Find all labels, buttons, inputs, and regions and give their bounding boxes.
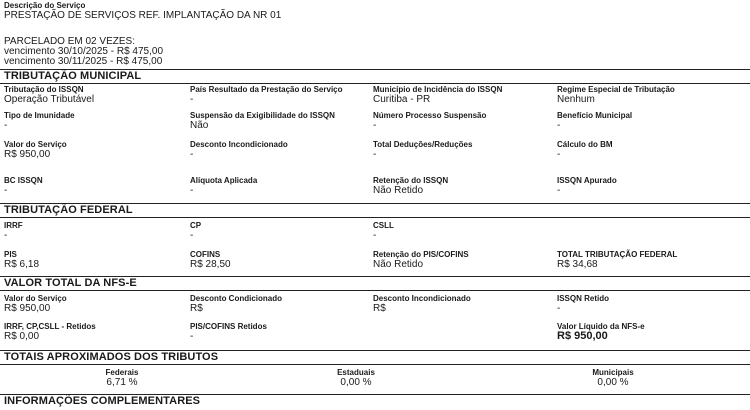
field-label: Federais	[105, 368, 139, 377]
field-value: -	[373, 120, 377, 131]
section-valor-total	[0, 276, 750, 291]
section-title: TRIBUTAÇÃO FEDERAL	[4, 204, 133, 216]
field-value: Não Retido	[373, 185, 424, 196]
section-tributacao-municipal	[0, 69, 750, 84]
field-value: -	[4, 120, 8, 131]
field-label: IRRF, CP,CSLL - Retidos	[4, 322, 96, 331]
field-label: Retenção do ISSQN	[373, 176, 449, 185]
field-label: Benefício Municipal	[557, 111, 633, 120]
field-label: Município de Incidência do ISSQN	[373, 85, 503, 94]
field-label: PIS	[4, 250, 17, 259]
field-label: Retenção do PIS/COFINS	[373, 250, 469, 259]
field-value: -	[4, 230, 8, 241]
field-value: -	[557, 303, 561, 314]
descricao-line1: PRESTAÇÃO DE SERVIÇOS REF. IMPLANTAÇÃO DA NR 01	[4, 10, 282, 21]
field-label: Desconto Incondicionado	[190, 140, 288, 149]
field-value: 6,71 %	[106, 377, 138, 388]
field-label: Cálculo do BM	[557, 140, 613, 149]
field-label: Regime Especial de Tributação	[557, 85, 675, 94]
field-value: -	[4, 185, 8, 196]
field-value: -	[190, 185, 194, 196]
field-label: Municipais	[592, 368, 634, 377]
field-label: ISSQN Apurado	[557, 176, 617, 185]
descricao-label: Descrição do Serviço	[4, 1, 86, 10]
field-label: Alíquota Aplicada	[190, 176, 258, 185]
field-label: Total Deduções/Reduções	[373, 140, 473, 149]
field-value: -	[190, 94, 194, 105]
field-value: Não	[190, 120, 209, 131]
field-label: COFINS	[190, 250, 221, 259]
field-label: Valor do Serviço	[4, 140, 67, 149]
descricao-line4: vencimento 30/11/2025 - R$ 475,00	[4, 56, 163, 67]
field-value: R$ 34,68	[557, 259, 598, 270]
field-label: Valor Líquido da NFS-e	[557, 322, 645, 331]
field-value: R$ 6,18	[4, 259, 40, 270]
field-value: Curitiba - PR	[373, 94, 431, 105]
field-label: TOTAL TRIBUTAÇÃO FEDERAL	[557, 250, 678, 259]
field-label: Desconto Incondicionado	[373, 294, 471, 303]
field-value: 0,00 %	[340, 377, 372, 388]
field-label: Tributação do ISSQN	[4, 85, 84, 94]
section-tributacao-federal	[0, 203, 750, 218]
field-label: País Resultado da Prestação do Serviço	[190, 85, 343, 94]
field-value: -	[190, 149, 194, 160]
field-value: R$ 950,00	[4, 303, 51, 314]
field-label: Desconto Condicionado	[190, 294, 282, 303]
field-label: CSLL	[373, 221, 394, 230]
field-value: -	[557, 149, 561, 160]
field-value: R$ 28,50	[190, 259, 231, 270]
field-value: Nenhum	[557, 94, 595, 105]
field-value: R$	[373, 303, 386, 314]
section-totais-aproximados	[0, 350, 750, 365]
section-title: VALOR TOTAL DA NFS-E	[4, 277, 137, 289]
field-value: -	[557, 185, 561, 196]
field-value: 0,00 %	[597, 377, 629, 388]
field-label: BC ISSQN	[4, 176, 43, 185]
field-label: Valor do Serviço	[4, 294, 67, 303]
field-label: PIS/COFINS Retidos	[190, 322, 267, 331]
valor-liquido-value: R$ 950,00	[557, 330, 608, 342]
field-label: IRRF	[4, 221, 23, 230]
field-value: R$ 0,00	[4, 331, 40, 342]
field-value: -	[373, 149, 377, 160]
field-value: Não Retido	[373, 259, 424, 270]
section-title: INFORMAÇÕES COMPLEMENTARES	[4, 395, 201, 407]
field-label: Suspensão da Exigibilidade do ISSQN	[190, 111, 335, 120]
field-label: CP	[190, 221, 202, 230]
field-value: -	[373, 230, 377, 241]
field-label: ISSQN Retido	[557, 294, 610, 303]
field-value: R$	[190, 303, 203, 314]
field-value: R$ 950,00	[4, 149, 51, 160]
field-value: -	[190, 230, 194, 241]
section-title: TOTAIS APROXIMADOS DOS TRIBUTOS	[4, 351, 219, 363]
descricao-line3: vencimento 30/10/2025 - R$ 475,00	[4, 46, 163, 57]
field-value: -	[557, 120, 561, 131]
field-label: Estaduais	[337, 368, 375, 377]
field-label: Tipo de Imunidade	[4, 111, 75, 120]
field-value: Operação Tributável	[4, 94, 95, 105]
descricao-line2: PARCELADO EM 02 VEZES:	[4, 36, 135, 47]
section-title: TRIBUTAÇÃO MUNICIPAL	[4, 70, 142, 82]
section-informacoes-complementares	[0, 394, 750, 409]
field-value: -	[190, 331, 194, 342]
field-label: Número Processo Suspensão	[373, 111, 487, 120]
